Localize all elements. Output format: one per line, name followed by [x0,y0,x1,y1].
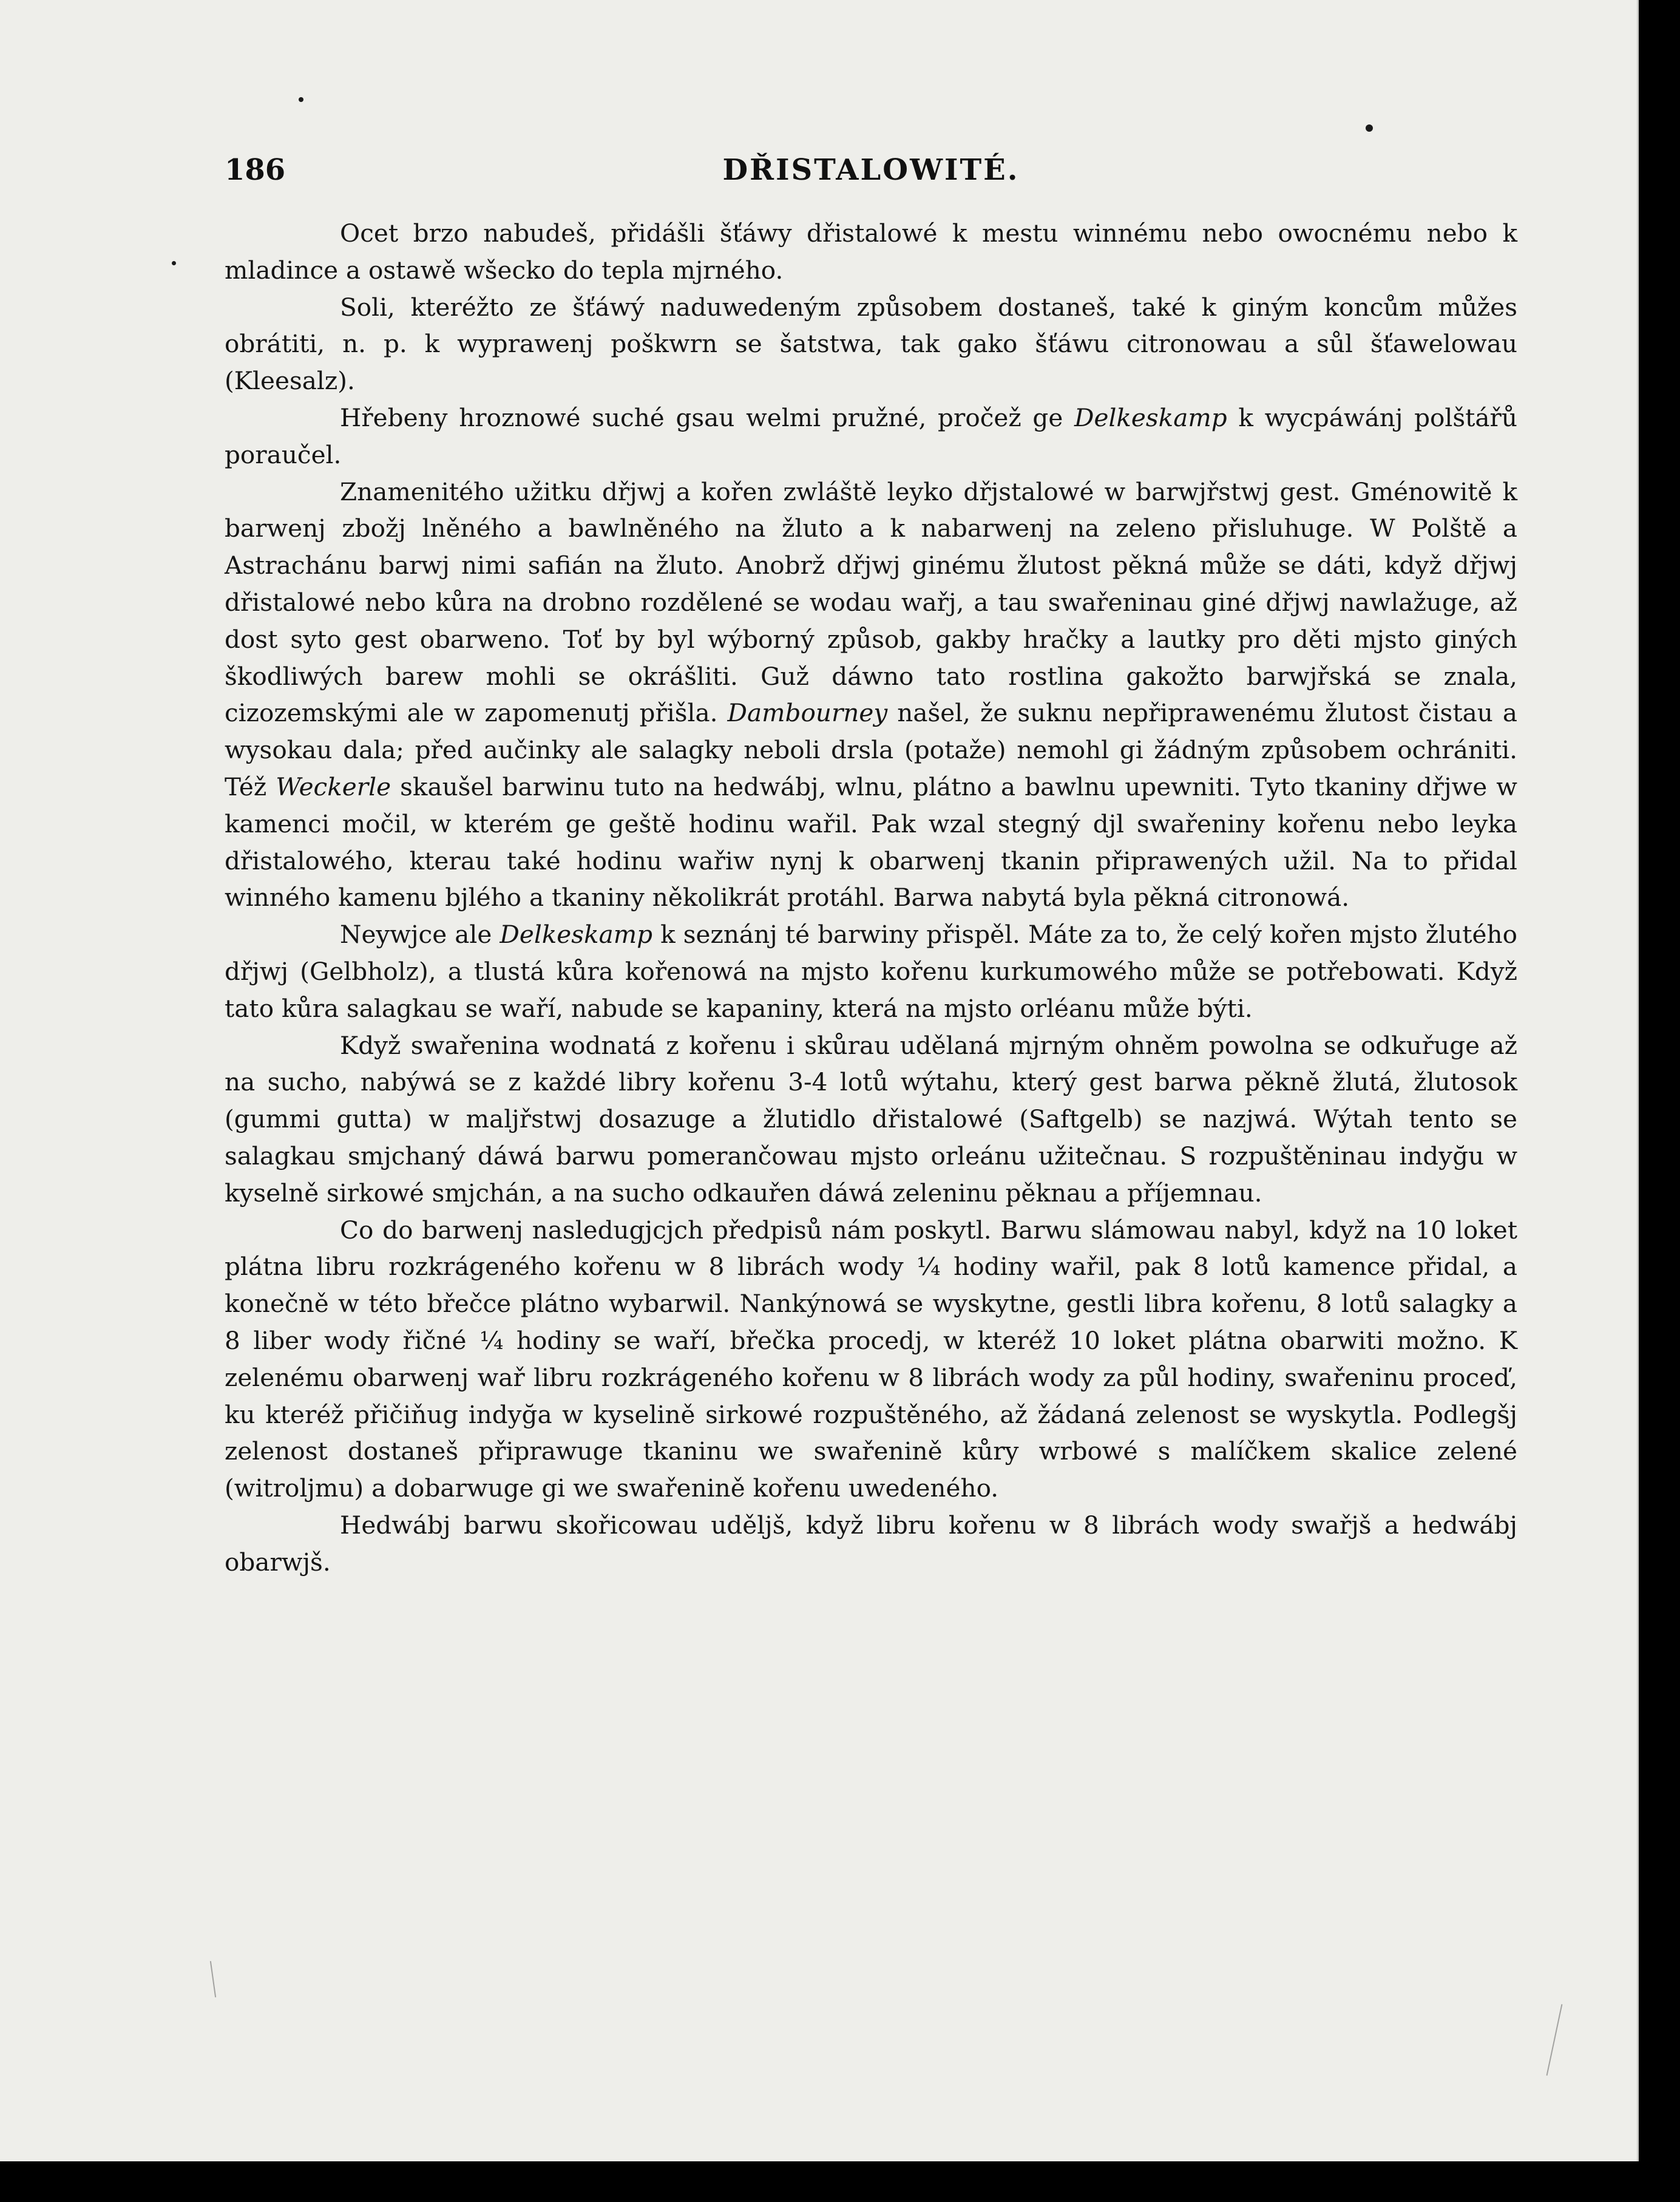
text-run: Když swařenina wodnatá z kořenu i skůrau udělaná mjrným ohněm powolna se odkuřuge až na sucho, nabýwá se z každé libry kořenu 3-4 lotů wýtahu, který gest barwa pěkně žlutá, žlutosok (gummi gutta) w maljřstwj dosazuge a žlutidlo dřistalowé (Saftgelb) se nazjwá. Wýtah tento se salagkau smjchaný dáwá barwu pomerančowau mjsto orleánu užitečnau. S rozpuštěninau indyğu w kyselně sirkowé smjchán, a na sucho odkauřen dáwá zeleninu pěknau a příjemnau. [225,1030,1517,1208]
italic-name: Delkeskamp [1074,403,1227,432]
text-run: Ocet brzo nabudeš, přidášli šťáwy dřistalowé k mestu winnému nebo owocnému nebo k mladince a ostawě wšecko do tepla mjrného. [225,219,1517,285]
page-header [225,153,1517,195]
text-run: Hedwábj barwu skořicowau udělјš, když libru kořenu w 8 librách wody swařjš a hedwábj obarwjš. [225,1510,1517,1577]
text-run: Soli, kteréžto ze šťáwý naduwedeným způsobem dostaneš, také k giným koncům můžes obrátiti, n. p. k wyprawenj poškwrn se šatstwa, tak gako šťáwu citronowau a sůl šťawelowau (Kleesalz). [225,292,1517,396]
page-number: 186 [225,153,286,187]
paragraph [225,1212,1517,1507]
body-text [225,215,1517,1580]
paragraph [225,1507,1517,1581]
text-run: Co do barwenj nasledugjcjch předpisů nám poskytl. Barwu slámowau nabyl, když na 10 loket plátna libru rozkrágeného kořenu w 8 librách wody ¼ hodiny wařil, pak 8 lotů kamence přidal, a konečně w této břečce plátno wybarwil. Nankýnowá se wyskytne, gestli libra kořenu, 8 lotů salagky a 8 liber wody řičné ¼ hodiny se waří, břečka procedj, w kteréž 10 loket plátna obarwiti možno. K zelenému obarwenj wař libru rozkrágeného kořenu w 8 librách wody za půl hodiny, swařeninu proceď, ku kteréž přičiňug indyğa w kyselině sirkowé rozpuštěného, až žádaná zelenost se wyskytla. Podlegšj zelenost dostaneš připrawuge tkaninu we swařenině kůry wrbowé s malíčkem skalice zelené (witroljmu) a dobarwuge gi we swařenině kořenu uwedeného. [225,1215,1517,1503]
text-run: Neywjce ale [340,920,500,950]
italic-name: Dambourney [727,698,888,728]
paragraph [225,289,1517,399]
scan-scratch [1546,2004,1563,2076]
paragraph [225,916,1517,1027]
scan-speck [172,261,176,265]
text-run: k seznánj té barwiny přispěl. Máte za to, že celý kořen mjsto žlutého dřjwj (Gelbholz), a tlustá kůra kořenowá na mjsto kořenu kurkumowého může se potřebowati. Když tato kůra salagkau se waří, nabude se kapaniny, která na mjsto orléanu může býti. [225,920,1517,1023]
page-title: DŘISTALOWITÉ. [722,153,1020,187]
paragraph [225,215,1517,289]
text-run: Znamenitého užitku dřjwj a kořen zwláště leyko dřjstalowé w barwjřstwj gest. Gménowitě k barwenj zbožj lněného a bawlněného na žluto a k nabarwenj na zeleno přisluhuge. W Polště a Astrachánu barwj nimi safián na žluto. Anobrž dřjwj ginému žlutost pěkná může se dáti, když dřjwj dřistalowé nebo kůra na drobno rozdělené se wodau wařj, a tau swařeninau giné dřjwj nawlažuge, až dost syto gest obarweno. Toť by byl wýborný způsob, gakby hračky a lautky pro děti mjsto giných škodliwých barew mohli se okrášliti. Guž dáwno tato rostlina gakožto barwjřská se znala, cizozemskými ale w zapomenutj přišla. [225,477,1517,728]
italic-name: Weckerle [276,772,391,801]
text-run: našel, že suknu nepřiprawenému žlutost čistau a wysokau dala; před aučinky ale salagky neboli drsla (potaže) nemohl gi žádným způsobem ochrániti. Též [225,698,1517,801]
italic-name: Delkeskamp [500,920,653,950]
text-run: k wycpáwánj polštářů poraučel. [225,403,1517,469]
scan-scratch [210,1961,216,1997]
text-run: Hřebeny hroznowé suché gsau welmi pružné, pročež ge [340,403,1074,432]
scan-speck [1366,124,1373,132]
paragraph [225,1027,1517,1212]
text-run: skaušel barwinu tuto na hedwábj, wlnu, plátno a bawlnu upewniti. Tyto tkaniny dřjwe w kamenci močil, w kterém ge geště hodinu wařil. Pak wzal stegný djl swařeniny kořenu nebo leyka dřistalowého, kterau také hodinu wařiw nynj k obarwenj tkanin připrawených užil. Na to přidal winného kamenu bjlého a tkaniny několikrát protáhl. Barwa nabytá byla pěkná citronowá. [225,772,1517,912]
scan-speck [299,97,303,102]
paragraph [225,474,1517,917]
paragraph [225,399,1517,474]
